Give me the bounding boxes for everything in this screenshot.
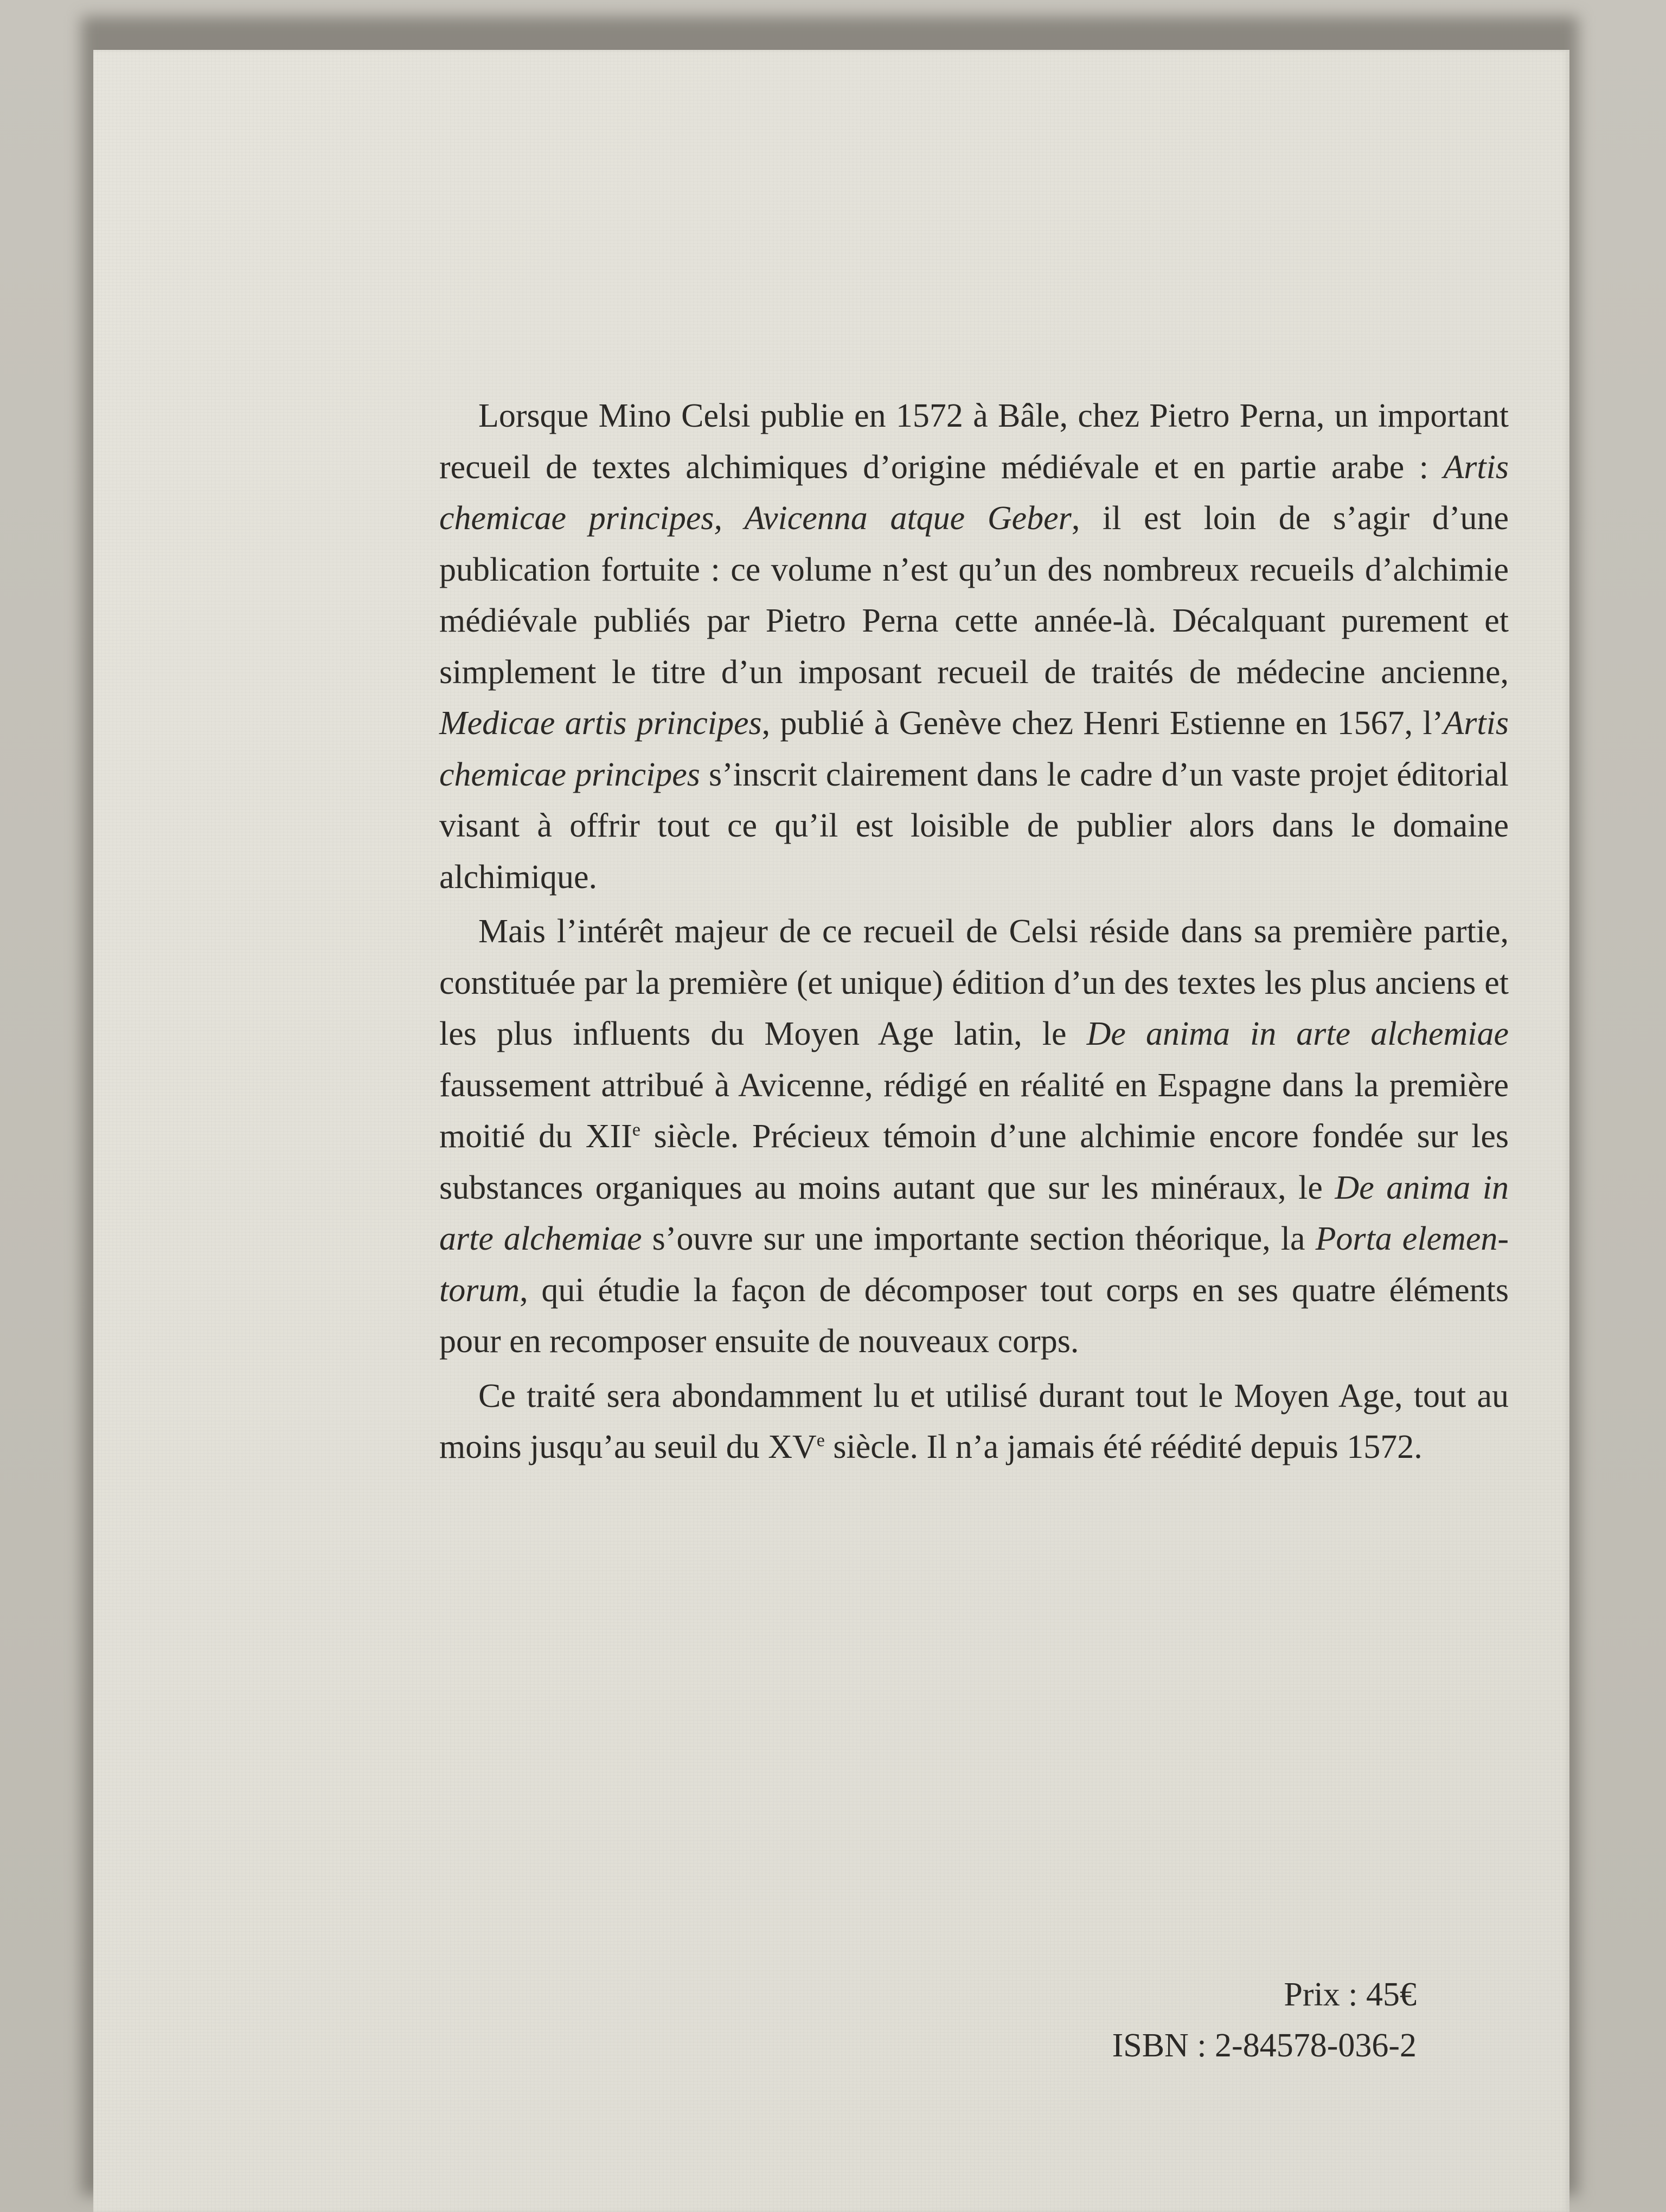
paragraph-3	[439, 1371, 1509, 1473]
paragraph-2-text-e: , qui étudie la façon de décomposer tout corps en ses quatre éléments pour en recomposer ensuite de nouveaux corps.	[439, 1271, 1509, 1360]
paragraph-1-text-a: Lorsque Mino Celsi publie en 1572 à Bâle, chez Pietro Perna, un important recueil de textes alchimiques d’origine médiévale et en partie arabe :	[439, 397, 1509, 486]
title-de-anima-2: De anima in arte alchemiae	[439, 1169, 1509, 1257]
title-de-anima: De anima in arte alchemiae	[1086, 1015, 1509, 1052]
price-isbn-block	[1112, 1969, 1417, 2071]
title-medicae-artis: Medicae artis principes	[439, 705, 762, 742]
paragraph-1-text-d: s’inscrit clairement dans le cadre d’un vaste projet éditorial visant à offrir tout ce qu’il est loisible de publier alors dans le domaine alchimique.	[439, 756, 1509, 896]
century-superscript-2: e	[816, 1430, 825, 1451]
book-back-cover	[93, 50, 1569, 2212]
paragraph-1-text-c: , publié à Genève chez Henri Estienne en 1567, l’	[761, 705, 1444, 742]
title-porta-elementorum: Porta elementorum	[439, 1220, 1509, 1309]
title-artis-chemicae-2: Artis chemicae principes	[439, 705, 1509, 793]
paragraph-3-text-b: siècle. Il n’a jamais été réédité depuis 1572.	[824, 1429, 1422, 1465]
paragraph-2-text-a: Mais l’intérêt majeur de ce recueil de Celsi réside dans sa première partie, constituée par la première (et unique) édition d’un des textes les plus anciens et les plus influents du Moyen Age latin, le	[439, 913, 1509, 1052]
isbn-label: ISBN : 2-84578-036-2	[1112, 2027, 1417, 2064]
century-superscript: e	[632, 1120, 640, 1140]
paragraph-2-text-b: faussement attribué à Avicenne, rédigé en réalité en Espagne dans la première moitié du XII	[439, 1066, 1509, 1155]
paragraph-3-text-a: Ce traité sera abondamment lu et utilisé durant tout le Moyen Age, tout au moins jusqu’au seuil du XV	[439, 1377, 1509, 1465]
paragraph-2-text-d: s’ouvre sur une importante section théorique, la	[642, 1220, 1316, 1257]
price-label: Prix : 45€	[1284, 1976, 1417, 2013]
title-artis-chemicae: Artis chemicae principes, Avicenna atque Geber	[439, 448, 1509, 537]
paragraph-1	[439, 390, 1509, 903]
paragraph-2	[439, 906, 1509, 1367]
blurb-text	[439, 390, 1509, 1476]
paragraph-1-text-b: , il est loin de s’agir d’une publication fortuite : ce volume n’est qu’un des nombreux recueils d’alchimie médiévale publiés par Pietro Perna cette année-là. Décalquant purement et simplement le titre d’un imposant recueil de traités de médecine ancienne,	[439, 500, 1509, 691]
paragraph-2-text-c: siècle. Précieux témoin d’une alchimie encore fondée sur les substances organiques au moins autant que sur les minéraux, le	[439, 1118, 1509, 1206]
